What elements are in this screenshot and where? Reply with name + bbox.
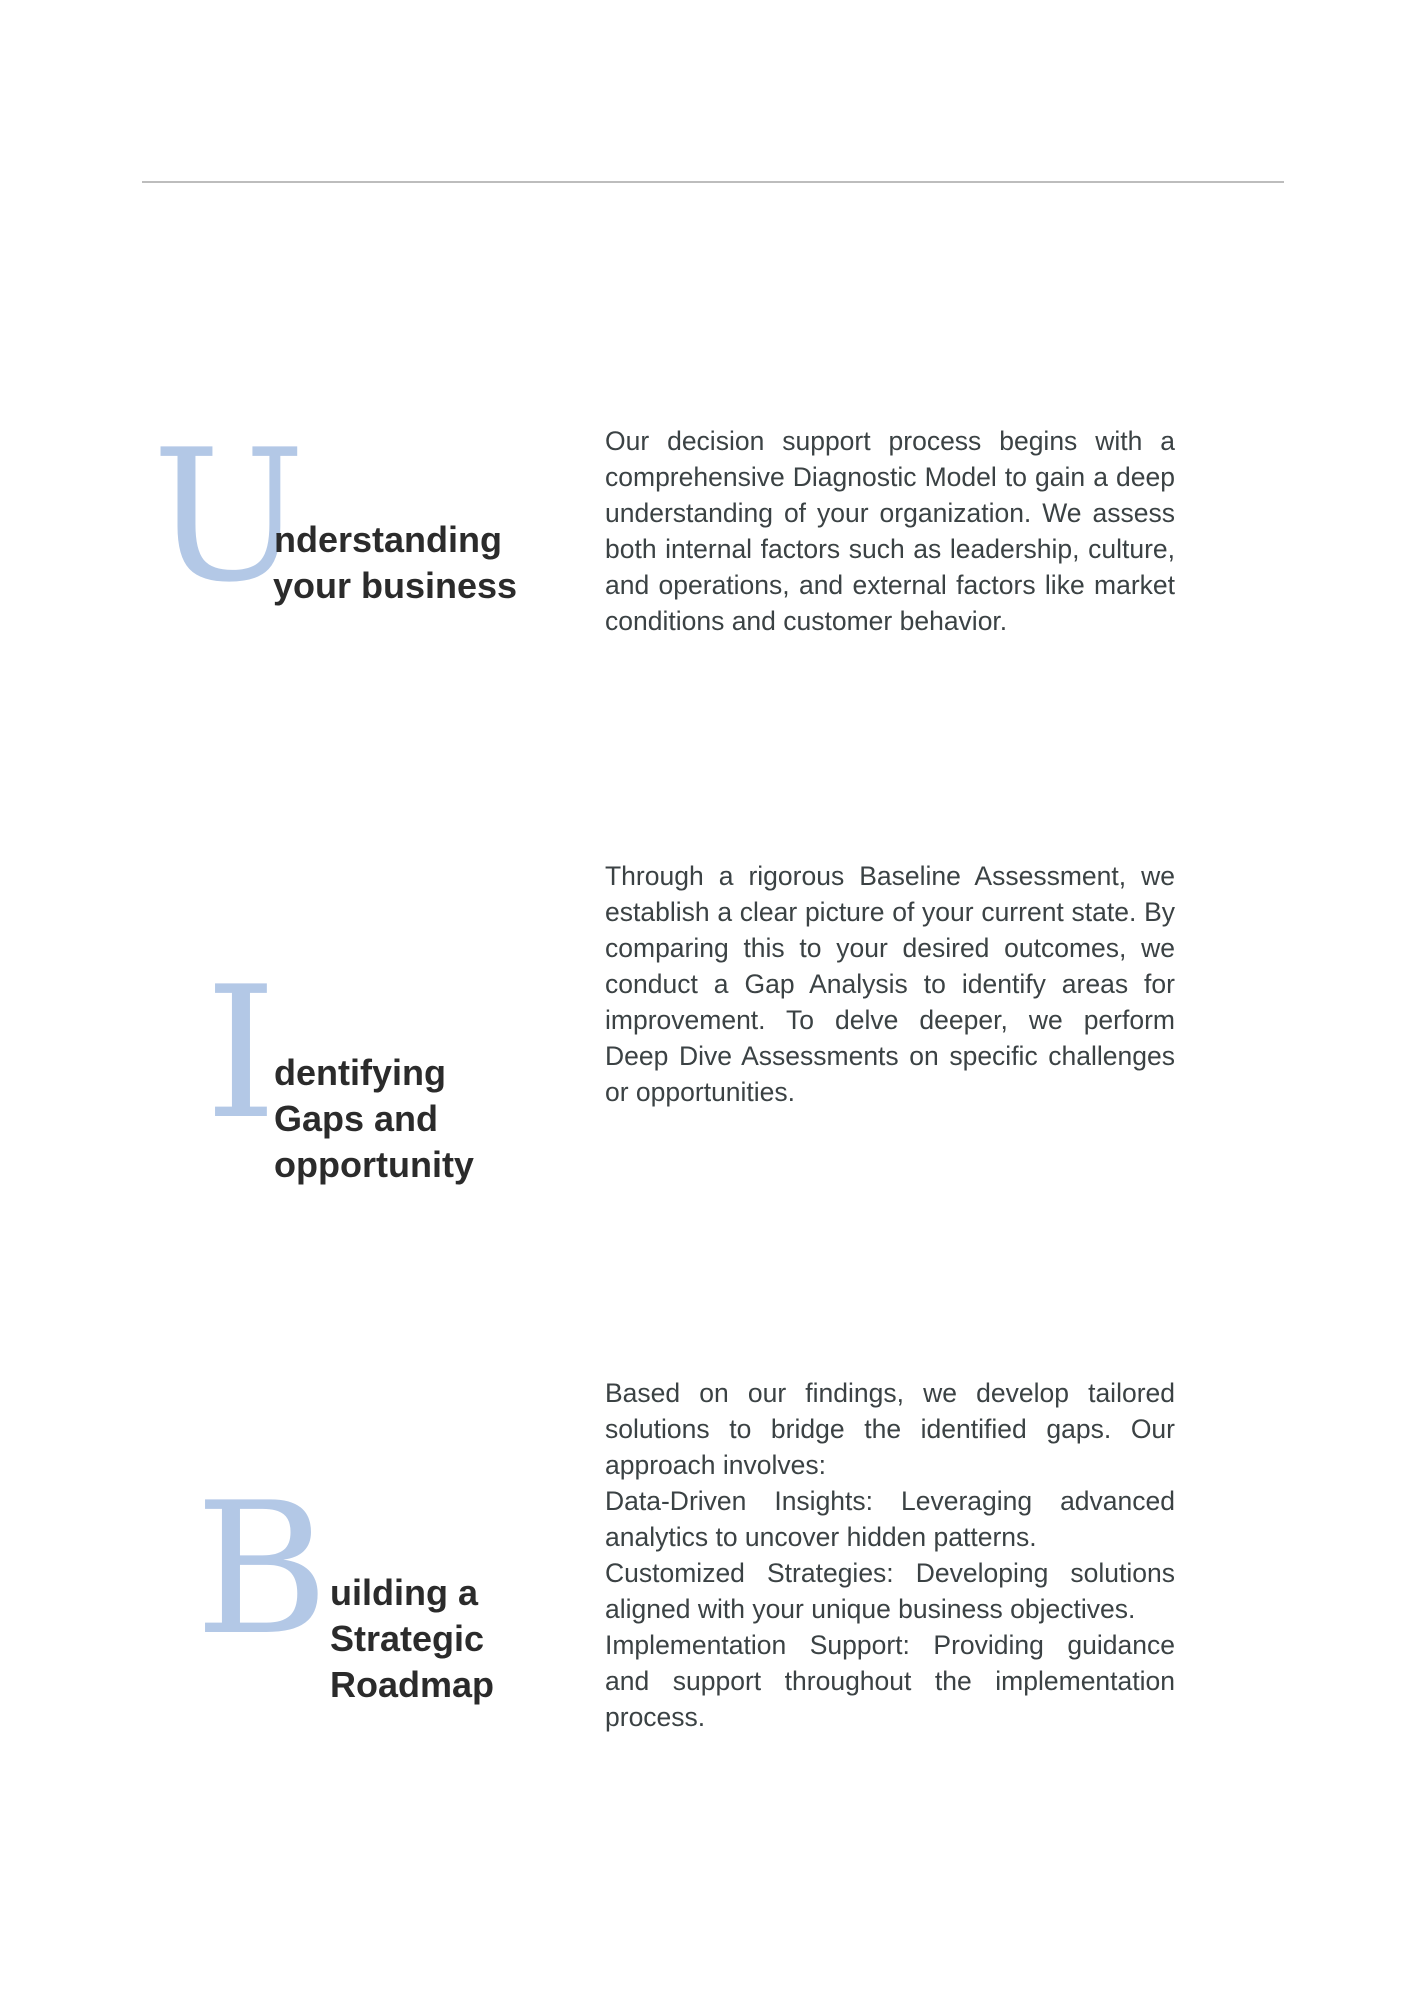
section-body-identifying xyxy=(605,858,1175,1110)
section-heading-building xyxy=(330,1570,494,1708)
body-paragraph: Through a rigorous Baseline Assessment, we establish a clear picture of your current state. By comparing this to your desired outcomes, we conduct a Gap Analysis to identify areas for improvement. To delve deeper, we perform Deep Dive Assessments on specific challenges or opportunities. xyxy=(605,861,1175,1107)
section-heading-identifying xyxy=(274,1050,474,1188)
body-paragraph: Customized Strategies: Developing solutions aligned with your unique business objectives. xyxy=(605,1558,1175,1624)
drop-cap-b: B xyxy=(195,1463,329,1675)
drop-cap-i: I xyxy=(205,947,277,1159)
body-paragraph: Based on our findings, we develop tailored solutions to bridge the identified gaps. Our approach involves: xyxy=(605,1378,1175,1480)
body-paragraph: Data-Driven Insights: Leveraging advanced analytics to uncover hidden patterns. xyxy=(605,1486,1175,1552)
heading-line: your business xyxy=(273,565,518,606)
heading-line: opportunity xyxy=(274,1144,474,1185)
heading-line: uilding a xyxy=(330,1572,478,1613)
heading-line: nderstanding xyxy=(274,519,503,560)
heading-line: Gaps and xyxy=(274,1098,439,1139)
heading-line: dentifying xyxy=(274,1052,446,1093)
heading-line: Strategic xyxy=(330,1618,485,1659)
section-body-building xyxy=(605,1375,1175,1735)
section-heading-understanding xyxy=(274,517,517,609)
body-paragraph: Our decision support process begins with a comprehensive Diagnostic Model to gain a deep understanding of your organization. We assess both internal factors such as leadership, culture, and operations, and external factors like market conditions and customer behavior. xyxy=(605,426,1175,636)
body-paragraph: Implementation Support: Providing guidance and support throughout the implementation process. xyxy=(605,1630,1175,1732)
header-divider xyxy=(142,181,1284,183)
heading-line: Roadmap xyxy=(330,1664,495,1705)
section-body-understanding xyxy=(605,423,1175,639)
drop-cap-u: U xyxy=(152,410,306,622)
